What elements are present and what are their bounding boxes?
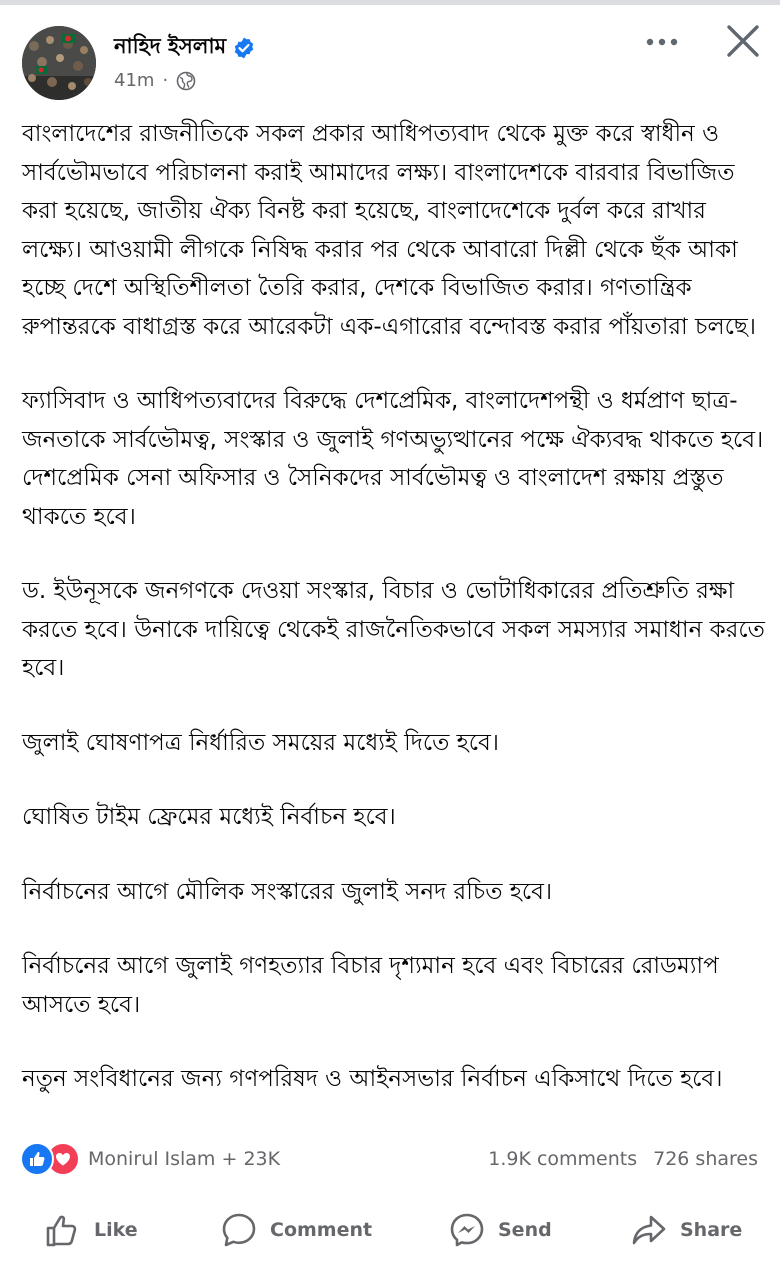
- action-bar: [0, 1196, 780, 1266]
- post-header: [0, 22, 780, 106]
- post-paragraph: ঘোষিত টাইম ফ্রেমের মধ্যেই নির্বাচন হবে।: [22, 804, 396, 830]
- comment-icon: [220, 1211, 258, 1249]
- like-label: Like: [94, 1219, 138, 1241]
- messenger-icon: [448, 1211, 486, 1249]
- like-button[interactable]: [44, 1208, 138, 1252]
- comments-count[interactable]: 1.9K comments: [488, 1148, 638, 1170]
- author-row: [114, 30, 256, 65]
- send-label: Send: [498, 1219, 552, 1241]
- shares-count[interactable]: 726 shares: [653, 1148, 758, 1170]
- comment-label: Comment: [270, 1219, 373, 1241]
- close-icon[interactable]: [724, 22, 762, 60]
- counts: [488, 1148, 758, 1170]
- share-button[interactable]: [630, 1208, 742, 1252]
- post-body: [22, 115, 766, 1135]
- globe-icon: [176, 71, 196, 91]
- reactions-summary[interactable]: [20, 1142, 280, 1176]
- author-name[interactable]: নাহিদ ইসলাম: [114, 34, 227, 58]
- post-paragraph: বাংলাদেশের রাজনীতিকে সকল প্রকার আধিপত্যবাদ থেকে মুক্ত করে স্বাধীন ও সার্বভৌমভাবে পরিচালনা করাই আমাদের লক্ষ্য। বাংলাদেশকে বারবার বিভাজিত করা হয়েছে, জাতীয় ঐক্য বিনষ্ট করা হয়েছে, বাংলাদেশেকে দুর্বল করে রাখার লক্ষ্যে। আওয়ামী লীগকে নিষিদ্ধ করার পর থেকে আবারো দিল্লী থেকে ছঁক আকা হচ্ছে দেশে অস্থিতিশীলতা তৈরি করার, দেশকে বিভাজিত করার। গণতান্ত্রিক রুপান্তরকে বাধাগ্রস্ত করে আরেকটা এক-এগারোর বন্দোবস্ত করার পাঁয়তারা চলছে।: [22, 121, 756, 340]
- avatar-crowd-image: [22, 26, 96, 100]
- more-options-icon[interactable]: [642, 32, 682, 52]
- post-paragraph: জুলাই ঘোষণাপত্র নির্ধারিত সময়ের মধ্যেই দিতে হবে।: [22, 729, 500, 756]
- thumbs-up-icon: [44, 1211, 82, 1249]
- send-button[interactable]: [448, 1208, 552, 1252]
- post-paragraph: নির্বাচনের আগে জুলাই গণহত্যার বিচার দৃশ্যমান হবে এবং বিচারের রোডম্যাপ আসতে হবে।: [22, 953, 719, 1018]
- post-time[interactable]: 41m: [114, 70, 155, 91]
- verified-badge-icon: [232, 36, 256, 60]
- engagement-stats: [20, 1140, 760, 1180]
- post-paragraph: ড. ইউনূসকে জনগণকে দেওয়া সংস্কার, বিচার ও ভোটাধিকারের প্রতিশ্রুতি রক্ষা করতে হবে। উনাকে দায়িত্বে থেকেই রাজনৈতিকভাবে সকল সমস্যার সমাধান করতে হবে।: [22, 578, 765, 681]
- comment-button[interactable]: [220, 1208, 372, 1252]
- like-reaction-icon: [20, 1142, 54, 1176]
- meta-separator: ·: [162, 70, 169, 91]
- post-paragraph: ফ্যাসিবাদ ও আধিপত্যবাদের বিরুদ্ধে দেশপ্রেমিক, বাংলাদেশপন্থী ও ধর্মপ্রাণ ছাত্র-জনতাকে সার্বভৌমত্ব, সংস্কার ও জুলাই গণঅভ্যুত্থানের পক্ষে ঐক্যবদ্ধ থাকতে হবে। দেশপ্রেমিক সেনা অফিসার ও সৈনিকদের সার্বভৌমত্ব ও বাংলাদেশ রক্ষায় প্রস্তুত থাকতে হবে।: [22, 388, 764, 530]
- avatar[interactable]: [22, 26, 96, 100]
- top-divider: [0, 0, 780, 5]
- share-arrow-icon: [630, 1211, 668, 1249]
- share-label: Share: [680, 1219, 743, 1241]
- post-paragraph: নির্বাচনের আগে মৌলিক সংস্কারের জুলাই সনদ রচিত হবে।: [22, 878, 553, 905]
- post-paragraph: নতুন সংবিধানের জন্য গণপরিষদ ও আইনসভার নির্বাচন একিসাথে দিতে হবে।: [22, 1066, 723, 1092]
- post-meta: [114, 70, 196, 91]
- reactions-label: Monirul Islam + 23K: [88, 1148, 281, 1170]
